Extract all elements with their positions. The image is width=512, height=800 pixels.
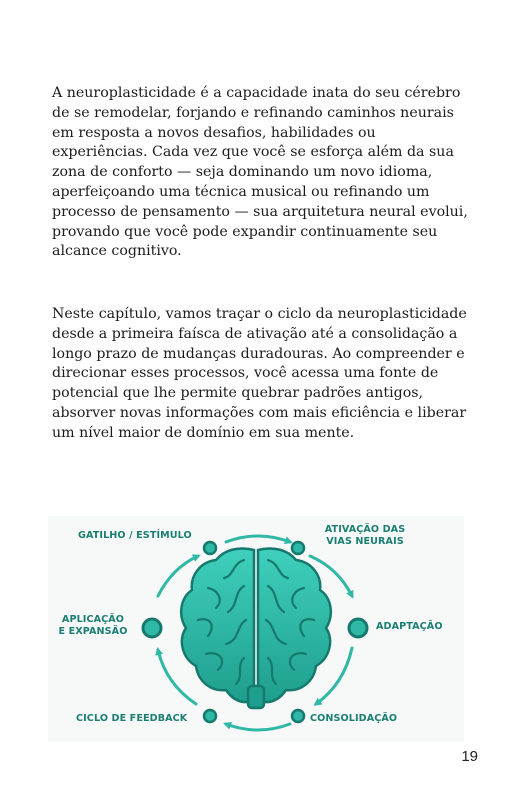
- label-application: [54, 614, 132, 638]
- label-feedback: CICLO DE FEEDBACK: [76, 713, 188, 724]
- neuroplasticity-cycle-diagram: [48, 516, 464, 742]
- label-activation-line-1: ATIVAÇÃO DAS: [324, 524, 406, 535]
- label-activation: [320, 524, 410, 548]
- label-application-line-1: APLICAÇÃO: [61, 614, 125, 625]
- label-trigger: GATILHO / ESTÍMULO: [78, 530, 192, 541]
- arrow-trigger-to-activation: [226, 536, 290, 542]
- node-trigger: [204, 542, 216, 554]
- arrow-consolidation-to-feedback: [226, 724, 290, 730]
- node-activation: [292, 542, 304, 554]
- label-adaptation: ADAPTAÇÃO: [376, 621, 443, 632]
- node-application: [143, 619, 161, 637]
- node-feedback: [204, 710, 216, 722]
- label-activation-line-2: VIAS NEURAIS: [326, 536, 404, 547]
- label-consolidation: CONSOLIDAÇÃO: [310, 713, 398, 724]
- label-application-line-2: E EXPANSÃO: [58, 626, 128, 637]
- page-number: 19: [461, 748, 478, 765]
- brain-icon: [181, 548, 331, 708]
- node-adaptation: [349, 619, 367, 637]
- paragraph-intro: A neuroplasticidade é a capacidade inata do seu cérebro de se remodelar, forjando e refinando caminhos neurais em resposta a novos desafios, habilidades ou experiências. Cada vez que você se esforça além da sua zona de conforto — seja dominando um novo idioma, aperfeiçoando uma técnica musical ou refinando um processo de pensamento — sua arquitetura neural evolui, provando que você pode expandir continuamente seu alcance cognitivo.: [52, 85, 468, 260]
- paragraph-chapter-overview: Neste capítulo, vamos traçar o ciclo da neuroplasticidade desde a primeira faísca de ativação até a consolidação a longo prazo de mudanças duradouras. Ao compreender e direcionar esses processos, você acessa uma fonte de potencial que lhe permite quebrar padrões antigos, absorver novas informações com mais eficiência e liberar um nível maior de domínio em sua mente.: [52, 306, 467, 441]
- node-consolidation: [292, 710, 304, 722]
